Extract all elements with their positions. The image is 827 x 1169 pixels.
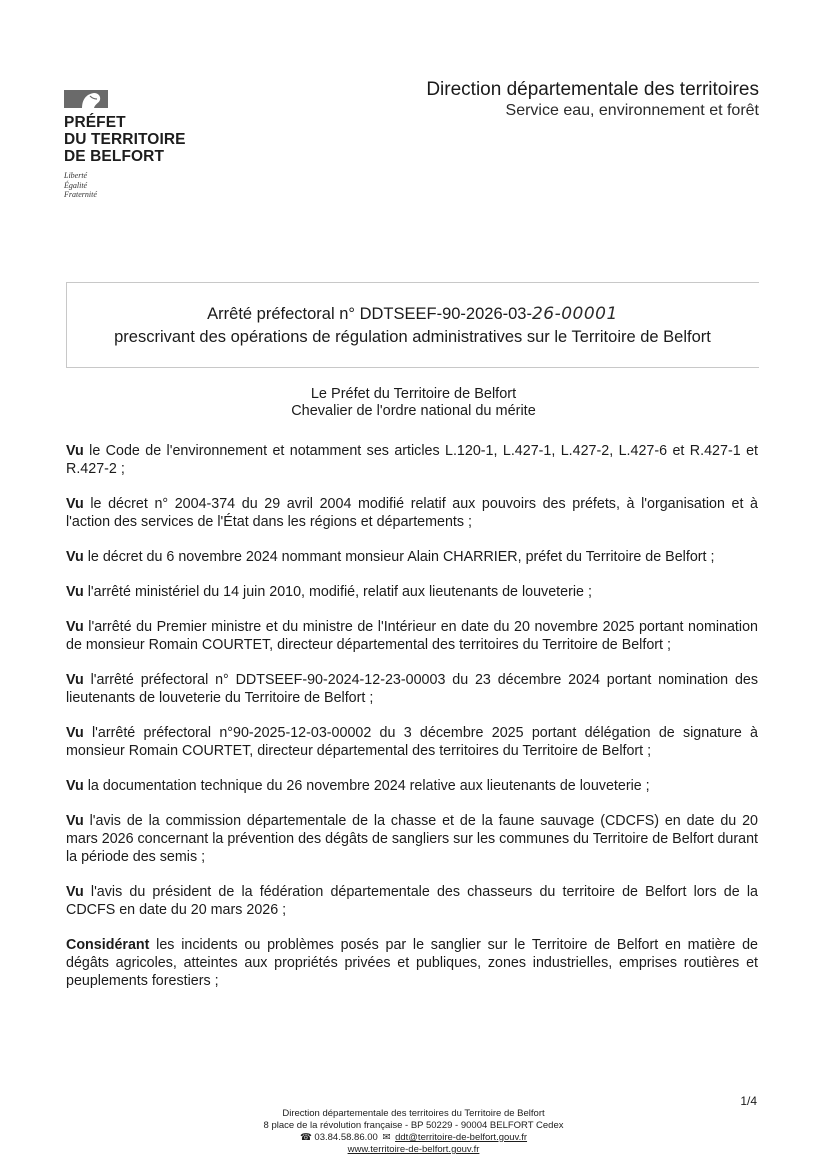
- considering-paragraph: Considérant les incidents ou problèmes posés par le sanglier sur le Territoire de Belfort en matière de dégâts agricoles, atteintes aux propriétés privées et publiques, zones industrielles, emprises routières et peuplements forestiers ;: [66, 937, 758, 989]
- decree-title-box: [66, 282, 759, 368]
- footer-organisation: Direction départementale des territoires du Territoire de Belfort: [282, 1108, 545, 1119]
- republic-motto: Liberté Égalité Fraternité: [64, 171, 97, 199]
- recital-paragraph: Vu l'arrêté ministériel du 14 juin 2010, modifié, relatif aux lieutenants de louveterie ;: [66, 584, 592, 600]
- recital-paragraph: Vu la documentation technique du 26 novembre 2024 relative aux lieutenants de louveterie ;: [66, 778, 650, 794]
- footer-website-link[interactable]: www.territoire-de-belfort.gouv.fr: [347, 1144, 480, 1155]
- footer-phone: ☎ 03.84.58.86.00: [299, 1132, 378, 1143]
- recital-paragraph: Vu l'avis de la commission départementale de la chasse et de la faune sauvage (CDCFS) en date du 20 mars 2026 concernant la prévention des dégâts de sangliers sur les communes du Territoire de Belfort durant la période des semis ;: [66, 813, 758, 865]
- prefect-title: Le Préfet du Territoire de Belfort: [310, 386, 517, 402]
- service-name: Service eau, environnement et forêt: [505, 102, 759, 119]
- decree-subject: prescrivant des opérations de régulation administratives sur le Territoire de Belfort: [114, 328, 711, 346]
- issuing-service: [426, 78, 759, 121]
- decree-number: [66, 304, 759, 324]
- prefect-heading: [0, 386, 827, 420]
- prefect-distinction: Chevalier de l'ordre national du mérite: [291, 403, 536, 419]
- recitals: [66, 442, 758, 1007]
- logo-title: PRÉFET DU TERRITOIRE DE BELFORT: [64, 114, 186, 165]
- page-number: 1/4: [740, 1094, 757, 1108]
- recital-paragraph: Vu l'arrêté du Premier ministre et du ministre de l'Intérieur en date du 20 novembre 2025 portant nomination de monsieur Romain COURTET, directeur départemental des territoires du Territoire de Belfort ;: [66, 619, 758, 653]
- recital-paragraph: Vu le décret n° 2004-374 du 29 avril 2004 modifié relatif aux pouvoirs des préfets, à l'organisation et à l'action des services de l'État dans les régions et départements ;: [66, 496, 758, 530]
- footer-email-link[interactable]: ddt@territoire-de-belfort.gouv.fr: [395, 1132, 528, 1143]
- recital-paragraph: Vu l'arrêté préfectoral n° DDTSEEF-90-2024-12-23-00003 du 23 décembre 2024 portant nomination des lieutenants de louveterie du Territoire de Belfort ;: [66, 672, 758, 706]
- footer: [0, 1108, 827, 1156]
- recital-paragraph: Vu le Code de l'environnement et notamment ses articles L.120-1, L.427-1, L.427-2, L.427-6 et R.427-1 et R.427-2 ;: [66, 443, 758, 477]
- title-box-left-border: [66, 283, 67, 367]
- recital-paragraph: Vu le décret du 6 novembre 2024 nommant monsieur Alain CHARRIER, préfet du Territoire de Belfort ;: [66, 549, 715, 565]
- marianne-emblem-icon: [64, 90, 108, 108]
- direction-name: Direction départementale des territoires: [426, 79, 759, 100]
- recital-paragraph: Vu l'arrêté préfectoral n°90-2025-12-03-00002 du 3 décembre 2025 portant délégation de signature à monsieur Romain COURTET, directeur départemental des territoires du Territoire de Belfort ;: [66, 725, 758, 759]
- decree-number-printed: Arrêté préfectoral n° DDTSEEF-90-2026-03-: [207, 305, 532, 323]
- decree-number-handwritten: 26-00001: [531, 304, 618, 324]
- recital-paragraph: Vu l'avis du président de la fédération départementale des chasseurs du territoire de Belfort lors de la CDCFS en date du 20 mars 2026 ;: [66, 884, 758, 918]
- footer-address: 8 place de la révolution française - BP 50229 - 90004 BELFORT Cedex: [263, 1120, 564, 1131]
- prefecture-logo: [64, 90, 224, 200]
- mail-icon: ✉: [382, 1132, 391, 1143]
- footer-contact: [0, 1132, 827, 1144]
